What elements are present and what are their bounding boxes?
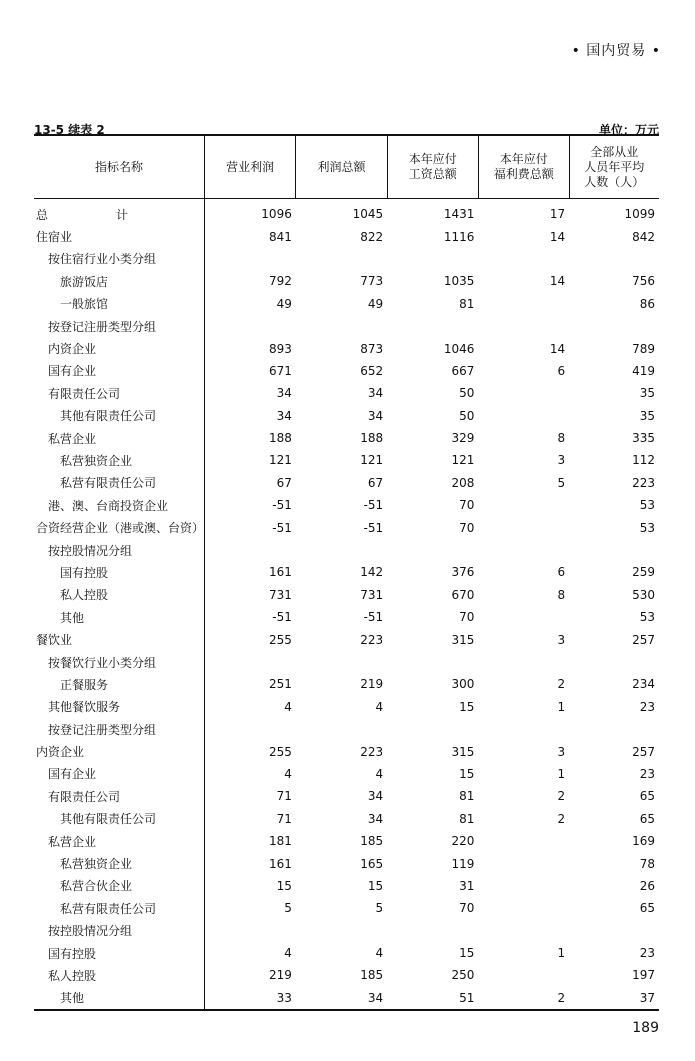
- cell-value: 5: [205, 897, 296, 919]
- cell-value: 300: [451, 677, 475, 692]
- table-row: [34, 830, 659, 852]
- row-label: 私营独资企业: [60, 453, 133, 468]
- cell-value: [478, 964, 569, 986]
- unit-label: 单位：万元: [598, 123, 659, 137]
- cell-value: [478, 897, 569, 919]
- cell-value: 1096: [205, 199, 296, 226]
- cell-value: [478, 315, 569, 337]
- row-label: 按登记注册类型分组: [48, 319, 157, 334]
- cell-value: 223: [360, 632, 384, 647]
- row-label: 私营企业: [48, 834, 97, 849]
- cell-value: 335: [632, 431, 655, 446]
- cell-value: 257: [632, 632, 655, 647]
- cell-value: [478, 516, 569, 538]
- cell-value: 530: [632, 587, 655, 602]
- cell-value: [296, 651, 387, 673]
- cell-value: 15: [459, 766, 475, 781]
- cell-value: 81: [459, 789, 475, 804]
- table-row: [34, 920, 659, 942]
- row-label: 合资经营企业（港或澳、台资）: [36, 521, 205, 536]
- cell-value: [478, 293, 569, 315]
- cell-value: 652: [360, 363, 384, 378]
- cell-value: 121: [360, 453, 384, 468]
- cell-value: 34: [367, 990, 384, 1005]
- row-label: 私营企业: [48, 431, 97, 446]
- cell-value: 255: [205, 740, 296, 762]
- page-number: 189: [632, 1020, 659, 1036]
- cell-value: 667: [451, 363, 475, 378]
- cell-value: -51: [363, 610, 384, 625]
- cell-value: 35: [639, 408, 655, 423]
- cell-value: 4: [205, 942, 296, 964]
- cell-value: 2: [557, 990, 566, 1005]
- cell-value: 822: [360, 229, 384, 244]
- cell-value: 3: [557, 453, 566, 468]
- cell-value: [205, 651, 296, 673]
- cell-value: 329: [451, 431, 475, 446]
- column-header-line: 利润总额: [317, 159, 366, 174]
- cell-value: 34: [367, 789, 384, 804]
- cell-value: 208: [451, 475, 475, 490]
- cell-value: 15: [459, 699, 475, 714]
- row-label: 港、澳、台商投资企业: [48, 498, 169, 513]
- cell-value: 53: [639, 498, 655, 513]
- cell-value: [387, 539, 478, 561]
- row-label: 私营有限责任公司: [60, 476, 157, 491]
- cell-value: 731: [360, 587, 384, 602]
- row-label: 按餐饮行业小类分组: [48, 655, 157, 670]
- cell-value: [296, 248, 387, 270]
- cell-value: [205, 718, 296, 740]
- cell-value: [387, 718, 478, 740]
- cell-value: 2: [557, 811, 566, 826]
- table-row: [34, 763, 659, 785]
- table-row: [34, 964, 659, 986]
- table-row: [34, 606, 659, 628]
- column-header-indicator-name: [34, 135, 205, 199]
- cell-value: 3: [557, 744, 566, 759]
- row-label: 其他: [60, 991, 85, 1006]
- cell-value: [478, 494, 569, 516]
- column-header-line: 营业利润: [226, 159, 275, 174]
- column-header-line: 工资总额: [408, 167, 457, 181]
- column-header-wages-payable: [387, 135, 478, 199]
- cell-value: [296, 920, 387, 942]
- cell-value: -51: [205, 516, 296, 538]
- column-header-welfare-payable: [478, 135, 569, 199]
- cell-value: 789: [632, 341, 655, 356]
- row-label: 总 计: [36, 207, 157, 222]
- column-header-line: 福利费总额: [493, 167, 554, 181]
- row-label: 内资企业: [48, 342, 97, 357]
- cell-value: 81: [459, 811, 475, 826]
- row-label: 按控股情况分组: [48, 543, 133, 558]
- cell-value: 1099: [624, 207, 655, 222]
- cell-value: 893: [205, 337, 296, 359]
- cell-value: [387, 248, 478, 270]
- cell-value: 65: [639, 811, 655, 826]
- cell-value: 188: [360, 431, 384, 446]
- table-row: [34, 337, 659, 359]
- table-row: [34, 696, 659, 718]
- table-row: [34, 987, 659, 1010]
- row-label: 其他有限责任公司: [60, 812, 157, 827]
- cell-value: -51: [205, 494, 296, 516]
- table-row: [34, 808, 659, 830]
- column-header-avg-employees: [569, 135, 659, 199]
- row-label: 私营独资企业: [60, 857, 133, 872]
- cell-value: [478, 248, 569, 270]
- cell-value: 8: [557, 431, 566, 446]
- column-header-line: 全部从业: [590, 144, 639, 159]
- cell-value: 15: [367, 878, 384, 893]
- table-row: [34, 852, 659, 874]
- cell-value: 67: [205, 472, 296, 494]
- cell-value: 4: [375, 766, 384, 781]
- table-row: [34, 315, 659, 337]
- cell-value: [205, 920, 296, 942]
- row-label: 其他: [60, 610, 85, 625]
- cell-value: 315: [451, 744, 475, 759]
- cell-value: 37: [639, 990, 655, 1005]
- table-row: [34, 494, 659, 516]
- row-label: 按登记注册类型分组: [48, 722, 157, 737]
- table-row: [34, 270, 659, 292]
- cell-value: 70: [459, 901, 475, 916]
- cell-value: 2: [557, 677, 566, 692]
- cell-value: 1045: [352, 207, 384, 222]
- row-label: 私营合伙企业: [60, 879, 133, 894]
- cell-value: 2: [557, 789, 566, 804]
- cell-value: 185: [360, 834, 384, 849]
- cell-value: 731: [205, 584, 296, 606]
- cell-value: 1431: [443, 207, 475, 222]
- table-row: [34, 628, 659, 650]
- cell-value: 4: [205, 696, 296, 718]
- cell-value: 219: [360, 677, 384, 692]
- cell-value: 53: [639, 610, 655, 625]
- cell-value: [569, 718, 659, 740]
- row-label: 按控股情况分组: [48, 924, 133, 939]
- cell-value: 17: [549, 207, 566, 222]
- table-row: [34, 651, 659, 673]
- cell-value: [387, 651, 478, 673]
- cell-value: 6: [557, 565, 566, 580]
- table-row: [34, 740, 659, 762]
- cell-value: 49: [205, 293, 296, 315]
- cell-value: 23: [639, 699, 655, 714]
- cell-value: 78: [639, 856, 655, 871]
- cell-value: 841: [205, 225, 296, 247]
- cell-value: 1: [557, 766, 566, 781]
- cell-value: 671: [205, 360, 296, 382]
- cell-value: [478, 852, 569, 874]
- cell-value: 161: [205, 852, 296, 874]
- cell-value: [478, 382, 569, 404]
- cell-value: 49: [367, 296, 384, 311]
- cell-value: 1046: [443, 341, 475, 356]
- row-label: 旅游饭店: [60, 274, 109, 289]
- table-row: [34, 360, 659, 382]
- cell-value: 71: [205, 808, 296, 830]
- cell-value: 50: [459, 386, 475, 401]
- row-label: 有限责任公司: [48, 386, 121, 401]
- cell-value: 251: [205, 673, 296, 695]
- cell-value: 223: [632, 475, 655, 490]
- row-label: 正餐服务: [60, 677, 109, 692]
- row-label: 私人控股: [60, 588, 109, 603]
- cell-value: 185: [360, 968, 384, 983]
- cell-value: 14: [549, 341, 566, 356]
- cell-value: 53: [639, 520, 655, 535]
- cell-value: 670: [451, 587, 475, 602]
- table-body: [34, 199, 659, 1011]
- cell-value: 773: [360, 274, 384, 289]
- cell-value: 6: [557, 363, 566, 378]
- cell-value: 50: [459, 408, 475, 423]
- table-row: [34, 673, 659, 695]
- cell-value: 257: [632, 744, 655, 759]
- cell-value: 65: [639, 789, 655, 804]
- column-header-line: 人数（人）: [584, 174, 645, 189]
- cell-value: [478, 651, 569, 673]
- cell-value: 219: [205, 964, 296, 986]
- cell-value: [387, 315, 478, 337]
- cell-value: 756: [632, 274, 655, 289]
- table-row: [34, 561, 659, 583]
- cell-value: 220: [451, 834, 475, 849]
- cell-value: [296, 315, 387, 337]
- cell-value: 70: [459, 520, 475, 535]
- cell-value: [205, 315, 296, 337]
- cell-value: 34: [367, 408, 384, 423]
- cell-value: 197: [632, 968, 655, 983]
- cell-value: -51: [363, 498, 384, 513]
- row-label: 国有企业: [48, 767, 97, 782]
- table-row: [34, 718, 659, 740]
- cell-value: [478, 539, 569, 561]
- cell-value: 4: [205, 763, 296, 785]
- cell-value: 67: [367, 475, 384, 490]
- cell-value: 234: [632, 677, 655, 692]
- cell-value: 71: [205, 785, 296, 807]
- table-row: [34, 427, 659, 449]
- cell-value: 1116: [443, 229, 475, 244]
- cell-value: 70: [459, 498, 475, 513]
- cell-value: [569, 248, 659, 270]
- table-row: [34, 875, 659, 897]
- row-label: 国有控股: [48, 946, 97, 961]
- cell-value: 1: [557, 946, 566, 961]
- cell-value: 419: [632, 363, 655, 378]
- cell-value: 181: [205, 830, 296, 852]
- column-header-operating-profit: [205, 135, 296, 199]
- cell-value: 250: [451, 968, 475, 983]
- column-header-line: 人员年平均: [584, 159, 645, 174]
- cell-value: 15: [459, 946, 475, 961]
- section-header: • 国内贸易 •: [571, 43, 661, 59]
- cell-value: 4: [375, 699, 384, 714]
- cell-value: 23: [639, 766, 655, 781]
- cell-value: 792: [205, 270, 296, 292]
- cell-value: 34: [367, 811, 384, 826]
- row-label: 国有控股: [60, 565, 109, 580]
- table-row: [34, 516, 659, 538]
- cell-value: 169: [632, 834, 655, 849]
- cell-value: 121: [205, 449, 296, 471]
- cell-value: [478, 405, 569, 427]
- cell-value: [569, 651, 659, 673]
- table-row: [34, 199, 659, 226]
- cell-value: 4: [375, 946, 384, 961]
- cell-value: [569, 315, 659, 337]
- cell-value: 35: [639, 386, 655, 401]
- row-label: 按住宿行业小类分组: [48, 252, 157, 267]
- cell-value: 34: [205, 405, 296, 427]
- cell-value: 14: [549, 229, 566, 244]
- cell-value: [569, 539, 659, 561]
- cell-value: [205, 248, 296, 270]
- cell-value: 842: [632, 229, 655, 244]
- cell-value: 1: [557, 699, 566, 714]
- table-row: [34, 472, 659, 494]
- cell-value: 119: [451, 856, 475, 871]
- cell-value: 315: [451, 632, 475, 647]
- table-header: [34, 135, 659, 199]
- cell-value: 259: [632, 565, 655, 580]
- cell-value: 65: [639, 901, 655, 916]
- cell-value: 14: [549, 274, 566, 289]
- row-label: 其他餐饮服务: [48, 700, 121, 715]
- cell-value: [478, 830, 569, 852]
- cell-value: [569, 920, 659, 942]
- row-label: 其他有限责任公司: [60, 409, 157, 424]
- row-label: 住宿业: [36, 230, 73, 245]
- cell-value: [205, 539, 296, 561]
- table-row: [34, 897, 659, 919]
- cell-value: [387, 920, 478, 942]
- table-row: [34, 942, 659, 964]
- cell-value: -51: [205, 606, 296, 628]
- cell-value: [478, 920, 569, 942]
- cell-value: 376: [451, 565, 475, 580]
- table-row: [34, 405, 659, 427]
- cell-value: [296, 539, 387, 561]
- table-row: [34, 225, 659, 247]
- row-label: 一般旅馆: [60, 297, 109, 312]
- table-row: [34, 539, 659, 561]
- cell-value: 34: [367, 386, 384, 401]
- cell-value: 33: [205, 987, 296, 1010]
- cell-value: [478, 718, 569, 740]
- cell-value: 70: [459, 610, 475, 625]
- cell-value: 223: [360, 744, 384, 759]
- cell-value: -51: [363, 520, 384, 535]
- cell-value: 121: [451, 453, 475, 468]
- row-label: 有限责任公司: [48, 789, 121, 804]
- cell-value: 112: [632, 453, 655, 468]
- cell-value: 26: [639, 878, 655, 893]
- table-row: [34, 248, 659, 270]
- row-label: 餐饮业: [36, 633, 73, 648]
- row-label: 内资企业: [36, 745, 85, 760]
- statistics-table: [34, 134, 659, 1011]
- column-header-line: 本年应付: [499, 152, 548, 166]
- cell-value: 142: [360, 565, 384, 580]
- table-row: [34, 785, 659, 807]
- cell-value: 31: [459, 878, 475, 893]
- cell-value: [296, 718, 387, 740]
- table-row: [34, 382, 659, 404]
- cell-value: 1035: [443, 274, 475, 289]
- cell-value: 3: [557, 632, 566, 647]
- cell-value: 165: [360, 856, 384, 871]
- column-header-line: 本年应付: [408, 152, 457, 166]
- cell-value: 23: [639, 946, 655, 961]
- cell-value: 51: [459, 990, 475, 1005]
- cell-value: 188: [205, 427, 296, 449]
- table-id: 13-5 续表 2: [34, 123, 105, 137]
- cell-value: 34: [205, 382, 296, 404]
- table-row: [34, 449, 659, 471]
- column-header-total-profit: [296, 135, 387, 199]
- cell-value: [478, 606, 569, 628]
- cell-value: 161: [205, 561, 296, 583]
- cell-value: [478, 875, 569, 897]
- cell-value: 15: [205, 875, 296, 897]
- cell-value: 255: [205, 628, 296, 650]
- table-row: [34, 584, 659, 606]
- cell-value: 8: [557, 587, 566, 602]
- cell-value: 5: [557, 475, 566, 490]
- cell-value: 81: [459, 296, 475, 311]
- column-header-line: 指标名称: [95, 159, 144, 174]
- row-label: 国有企业: [48, 364, 97, 379]
- row-label: 私人控股: [48, 968, 97, 983]
- cell-value: 873: [360, 341, 384, 356]
- row-label: 私营有限责任公司: [60, 901, 157, 916]
- table-row: [34, 293, 659, 315]
- cell-value: 5: [375, 901, 384, 916]
- cell-value: 86: [639, 296, 655, 311]
